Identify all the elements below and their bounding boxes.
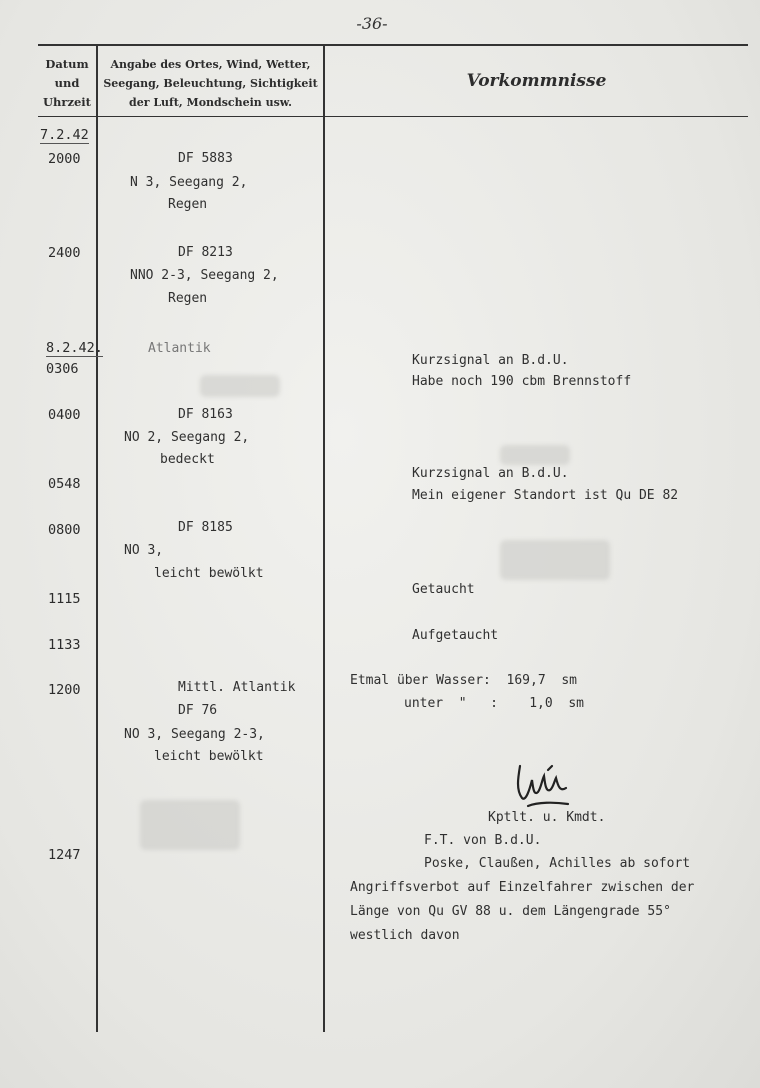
time-entry: 0800: [48, 522, 81, 538]
event-entry: Poske, Claußen, Achilles ab sofort: [424, 856, 691, 871]
event-entry: Etmal über Wasser: 169,7 sm: [350, 673, 577, 688]
event-entry: F.T. von B.d.U.: [424, 833, 542, 848]
weather-entry: N 3, Seegang 2,: [130, 175, 248, 190]
time-entry: 1247: [48, 847, 81, 863]
date-entry: 7.2.42: [40, 127, 89, 143]
weather-entry: Regen: [168, 291, 208, 306]
weather-entry: leicht bewölkt: [154, 749, 264, 764]
position-entry: DF 76: [178, 703, 218, 718]
bleed-through-smudge: [500, 540, 610, 580]
column-divider-2: [323, 46, 325, 1032]
event-entry: Mein eigener Standort ist Qu DE 82: [412, 488, 679, 503]
position-entry: DF 8213: [178, 245, 233, 260]
time-entry: 1200: [48, 682, 81, 698]
weather-entry: NO 3,: [124, 543, 164, 558]
header-date-time: Datum und Uhrzeit: [43, 57, 91, 109]
weather-entry: bedeckt: [160, 452, 215, 467]
header-events: Vorkommnisse: [466, 71, 607, 91]
event-entry: Angriffsverbot auf Einzelfahrer zwischen der: [350, 880, 695, 895]
event-entry: westlich davon: [350, 928, 460, 943]
weather-entry: leicht bewölkt: [154, 566, 264, 581]
event-entry: unter " : 1,0 sm: [404, 696, 585, 711]
time-entry: 1115: [48, 591, 81, 607]
column-divider-1: [96, 46, 98, 1032]
location-entry: Mittl. Atlantik: [178, 680, 296, 695]
weather-entry: Regen: [168, 197, 208, 212]
weather-entry: NO 3, Seegang 2-3,: [124, 727, 265, 742]
time-entry: 0548: [48, 476, 81, 492]
event-entry: Getaucht: [412, 582, 475, 597]
event-entry: Länge von Qu GV 88 u. dem Längengrade 55°: [350, 904, 671, 919]
position-entry: DF 8185: [178, 520, 233, 535]
date-entry: 8.2.42.: [46, 340, 103, 356]
time-entry: 1133: [48, 637, 81, 653]
bleed-through-smudge: [140, 800, 240, 850]
header-location-weather: Angabe des Ortes, Wind, Wetter, Seegang, Beleuchtung, Sichtigkeit der Luft, Mondschein usw.: [103, 58, 318, 109]
commander-signature: [508, 758, 578, 818]
event-entry: Kurzsignal an B.d.U.: [412, 466, 569, 481]
time-entry: 0400: [48, 407, 81, 423]
event-entry: Habe noch 190 cbm Brennstoff: [412, 374, 632, 389]
weather-entry: NNO 2-3, Seegang 2,: [130, 268, 279, 283]
bleed-through-smudge: [200, 375, 280, 397]
event-entry: Kurzsignal an B.d.U.: [412, 353, 569, 368]
position-entry: DF 8163: [178, 407, 233, 422]
signature-title: Kptlt. u. Kmdt.: [488, 810, 606, 825]
header-top-rule: [38, 44, 748, 46]
bleed-through-smudge: [500, 445, 570, 465]
event-entry: Aufgetaucht: [412, 628, 499, 643]
position-entry: DF 5883: [178, 151, 233, 166]
time-entry: 2400: [48, 245, 81, 261]
time-entry: 2000: [48, 151, 81, 167]
weather-entry: NO 2, Seegang 2,: [124, 430, 250, 445]
page-number: -36-: [356, 14, 388, 33]
header-bottom-rule: [38, 116, 748, 117]
time-entry: 0306: [46, 361, 79, 377]
location-entry: Atlantik: [148, 341, 211, 356]
